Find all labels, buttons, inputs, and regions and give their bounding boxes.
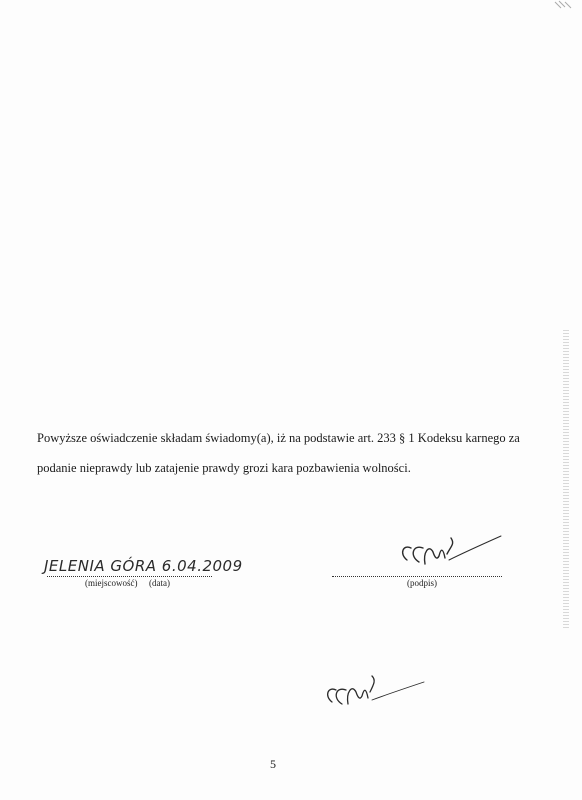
handwritten-place-date-text: JELENIA GÓRA 6.04.2009 xyxy=(44,557,243,575)
date-caption: (data) xyxy=(149,578,170,588)
handwritten-place-date xyxy=(40,546,250,580)
scan-artifact xyxy=(553,0,575,10)
signature-caption: (podpis) xyxy=(407,578,437,588)
declaration-statement: Powyższe oświadczenie składam świadomy(a), iż na podstawie art. 233 § 1 Kodeksu karnego za podanie nieprawdy lub zatajenie prawdy grozi kara pozbawienia wolności. xyxy=(37,431,520,475)
place-caption: (miejscowość) xyxy=(85,578,138,588)
page-number: 5 xyxy=(270,757,276,771)
signature-image xyxy=(395,530,505,578)
scan-edge-artifact xyxy=(563,330,569,630)
initials-signature-image xyxy=(318,668,428,716)
